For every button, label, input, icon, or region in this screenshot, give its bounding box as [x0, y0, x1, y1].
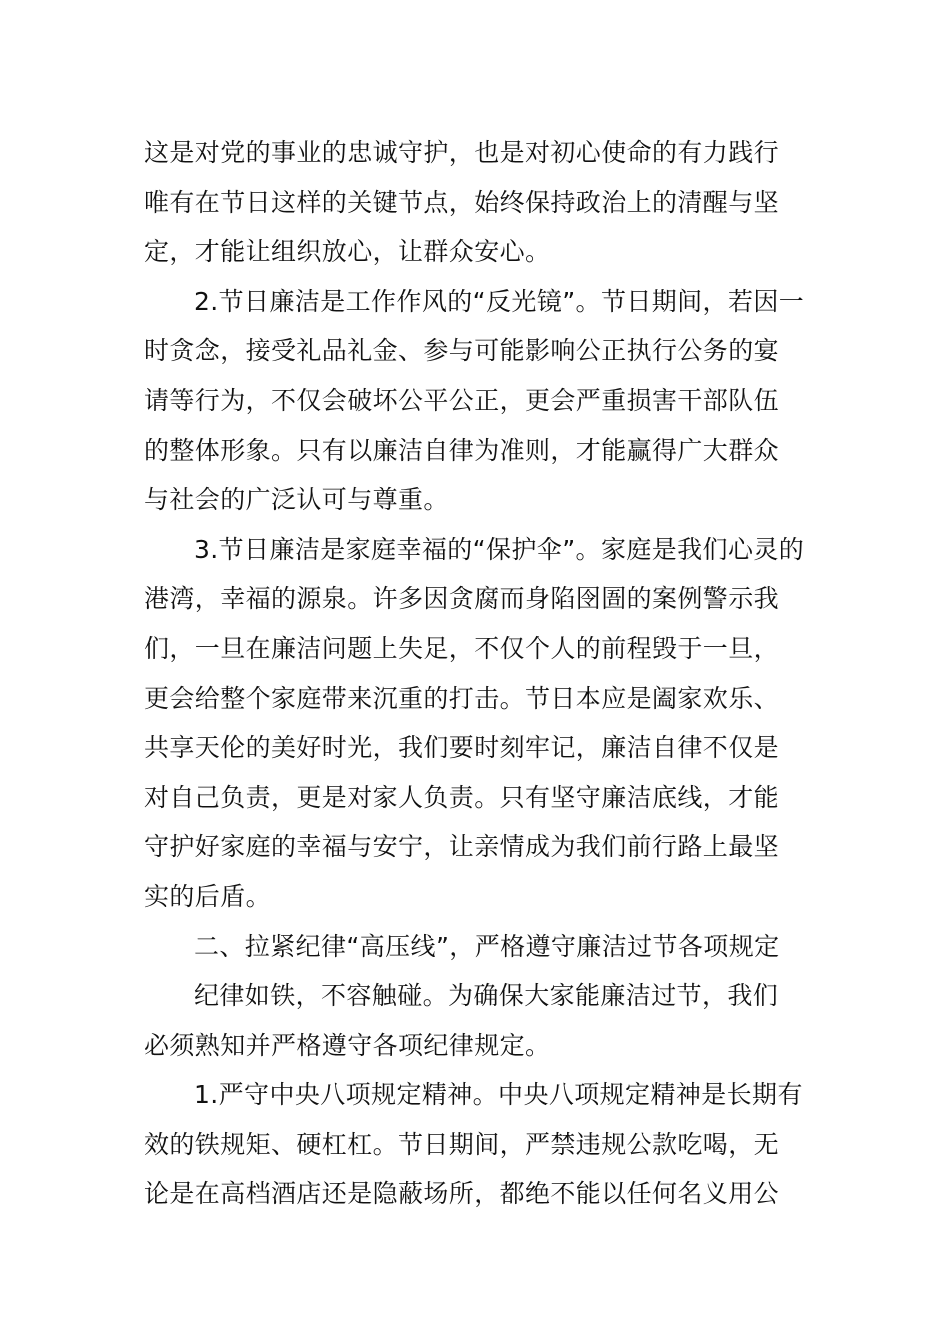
- section-heading: 二、拉紧纪律“高压线”，严格遵守廉洁过节各项规定: [194, 931, 780, 961]
- text-line: 与社会的广泛认可与尊重。: [144, 485, 449, 515]
- text-line: 对自己负责，更是对家人负责。只有坚守廉洁底线，才能: [144, 782, 780, 812]
- paragraph-start-line: 1.严守中央八项规定精神。中央八项规定精神是长期有: [194, 1080, 803, 1110]
- text-line: 港湾，幸福的源泉。许多因贪腐而身陷囹圄的案例警示我: [144, 584, 780, 614]
- text-line: 更会给整个家庭带来沉重的打击。节日本应是阖家欢乐、: [144, 683, 780, 713]
- text-line: 效的铁规矩、硬杠杠。节日期间，严禁违规公款吃喝，无: [144, 1129, 780, 1159]
- text-line: 守护好家庭的幸福与安宁，让亲情成为我们前行路上最坚: [144, 832, 780, 862]
- text-line: 请等行为，不仅会破坏公平公正，更会严重损害干部队伍: [144, 385, 780, 415]
- text-line: 时贪念，接受礼品礼金、参与可能影响公正执行公务的宴: [144, 336, 780, 366]
- text-line: 们，一旦在廉洁问题上失足，不仅个人的前程毁于一旦，: [144, 633, 780, 663]
- paragraph-start-line: 纪律如铁，不容触碰。为确保大家能廉洁过节，我们: [194, 981, 779, 1011]
- text-line: 必须熟知并严格遵守各项纪律规定。: [144, 1030, 551, 1060]
- paragraph-start-line: 2.节日廉洁是工作作风的“反光镜”。节日期间，若因一: [194, 286, 805, 316]
- text-line: 实的后盾。: [144, 881, 272, 911]
- text-line: 唯有在节日这样的关键节点，始终保持政治上的清醒与坚: [144, 187, 780, 217]
- body-text: [144, 128, 808, 1219]
- text-line: 的整体形象。只有以廉洁自律为准则，才能赢得广大群众: [144, 435, 780, 465]
- text-line: 定，才能让组织放心，让群众安心。: [144, 237, 551, 267]
- text-line: 这是对党的事业的忠诚守护，也是对初心使命的有力践行: [144, 138, 780, 167]
- paragraph-start-line: 3.节日廉洁是家庭幸福的“保护伞”。家庭是我们心灵的: [194, 534, 805, 564]
- text-line: 共享天伦的美好时光，我们要时刻牢记，廉洁自律不仅是: [144, 733, 780, 763]
- text-line: 论是在高档酒店还是隐蔽场所，都绝不能以任何名义用公: [144, 1179, 780, 1209]
